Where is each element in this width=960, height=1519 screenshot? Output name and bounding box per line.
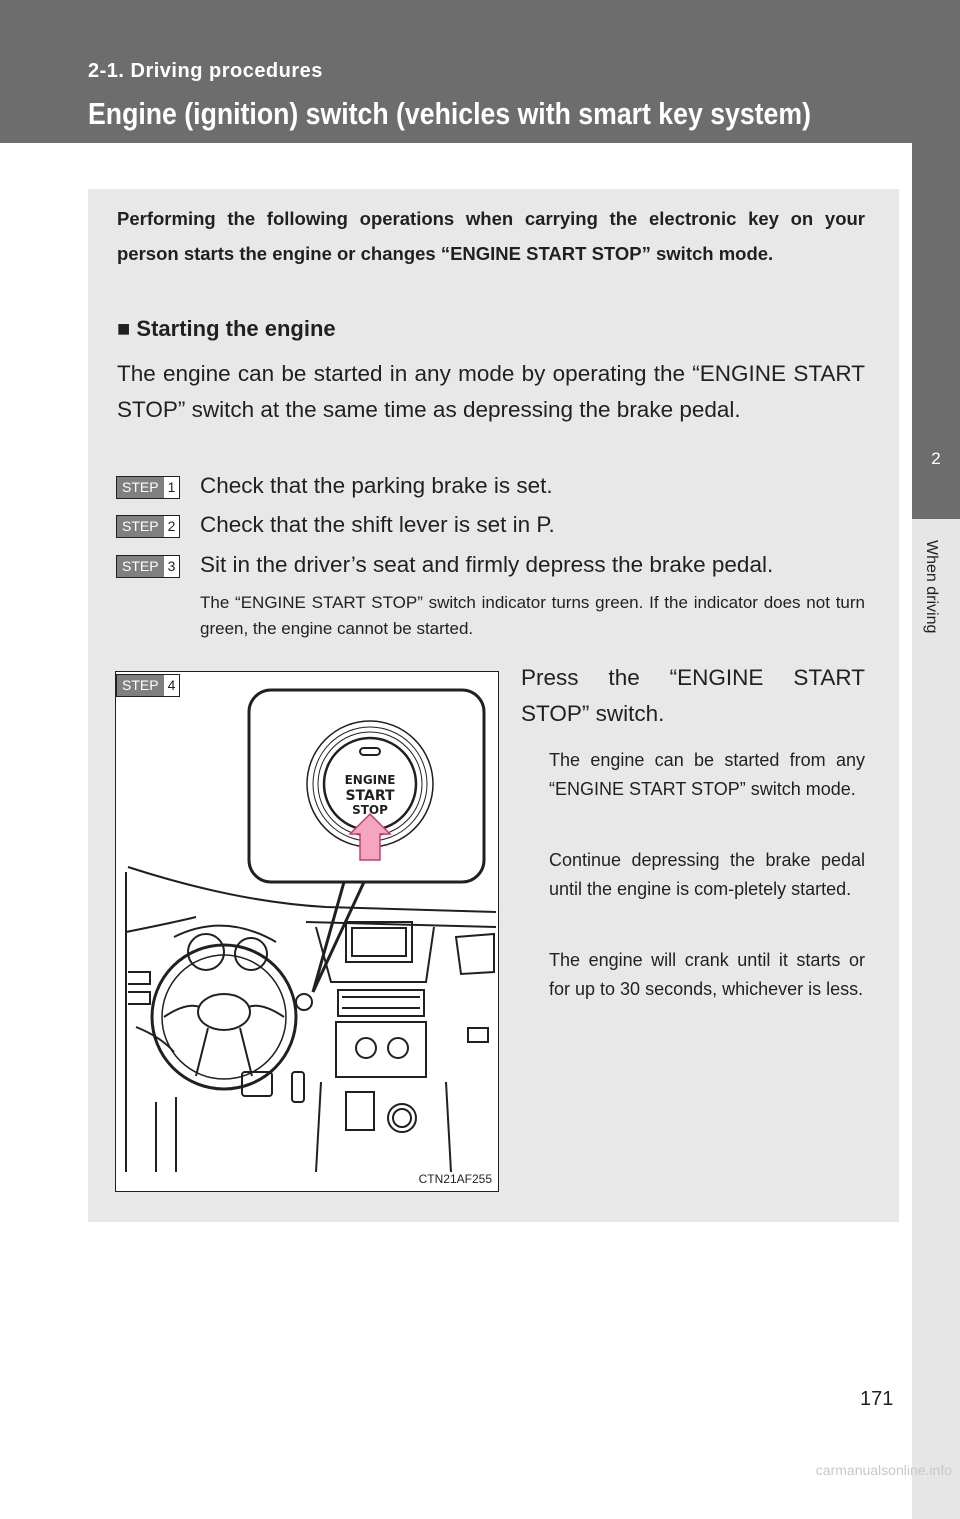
side-tab-label: When driving <box>923 540 940 634</box>
step-4-text-line2: STOP” switch. <box>521 701 665 726</box>
dashboard-drawing <box>116 672 498 1191</box>
step-1-badge: STEP 1 <box>116 476 180 499</box>
switch-label-line1: ENGINE <box>344 773 396 787</box>
step-3-text: Sit in the driver’s seat and firmly depress the brake pedal. <box>200 552 774 577</box>
section-label: 2-1. Driving procedures <box>88 60 323 82</box>
step-2-text: Check that the shift lever is set in P. <box>200 512 555 537</box>
step-1-text: Check that the parking brake is set. <box>200 473 553 498</box>
switch-label-line2: START <box>345 788 395 804</box>
step-4-text-line1: Press the “ENGINE START <box>521 665 865 690</box>
page-number: 171 <box>860 1388 894 1410</box>
section-body: The engine can be started in any mode by operating the “ENGINE START STOP” switch at the same time as depressing the brake pedal. <box>117 361 865 422</box>
intro-paragraph: Performing the following operations when carrying the electronic key on your person starts the engine or changes “ENGINE START STOP” switch mode. <box>117 208 865 264</box>
figure-code: CTN21AF255 <box>418 1172 492 1186</box>
engine-switch-illustration <box>115 671 499 1192</box>
watermark: carmanualsonline.info <box>815 1462 952 1478</box>
step-3-note: The “ENGINE START STOP” switch indicator turns green. If the indicator does not turn green, the engine cannot be started. <box>200 593 865 638</box>
switch-label-line3: STOP <box>352 803 388 817</box>
section-heading: ■ Starting the engine <box>117 316 336 341</box>
step-3-badge: STEP 3 <box>116 555 180 578</box>
side-tab-number: 2 <box>931 449 941 468</box>
step-4-note-2: Continue depressing the brake pedal until the engine is com-pletely started. <box>549 850 865 899</box>
step-4-note-3: The engine will crank until it starts or for up to 30 seconds, whichever is less. <box>549 950 865 999</box>
step-4-badge: STEP 4 <box>116 674 180 697</box>
step-2-badge: STEP 2 <box>116 515 180 538</box>
page-title: Engine (ignition) switch (vehicles with smart key system) <box>88 96 811 131</box>
step-4-note-1: The engine can be started from any “ENGINE START STOP” switch mode. <box>549 750 865 799</box>
